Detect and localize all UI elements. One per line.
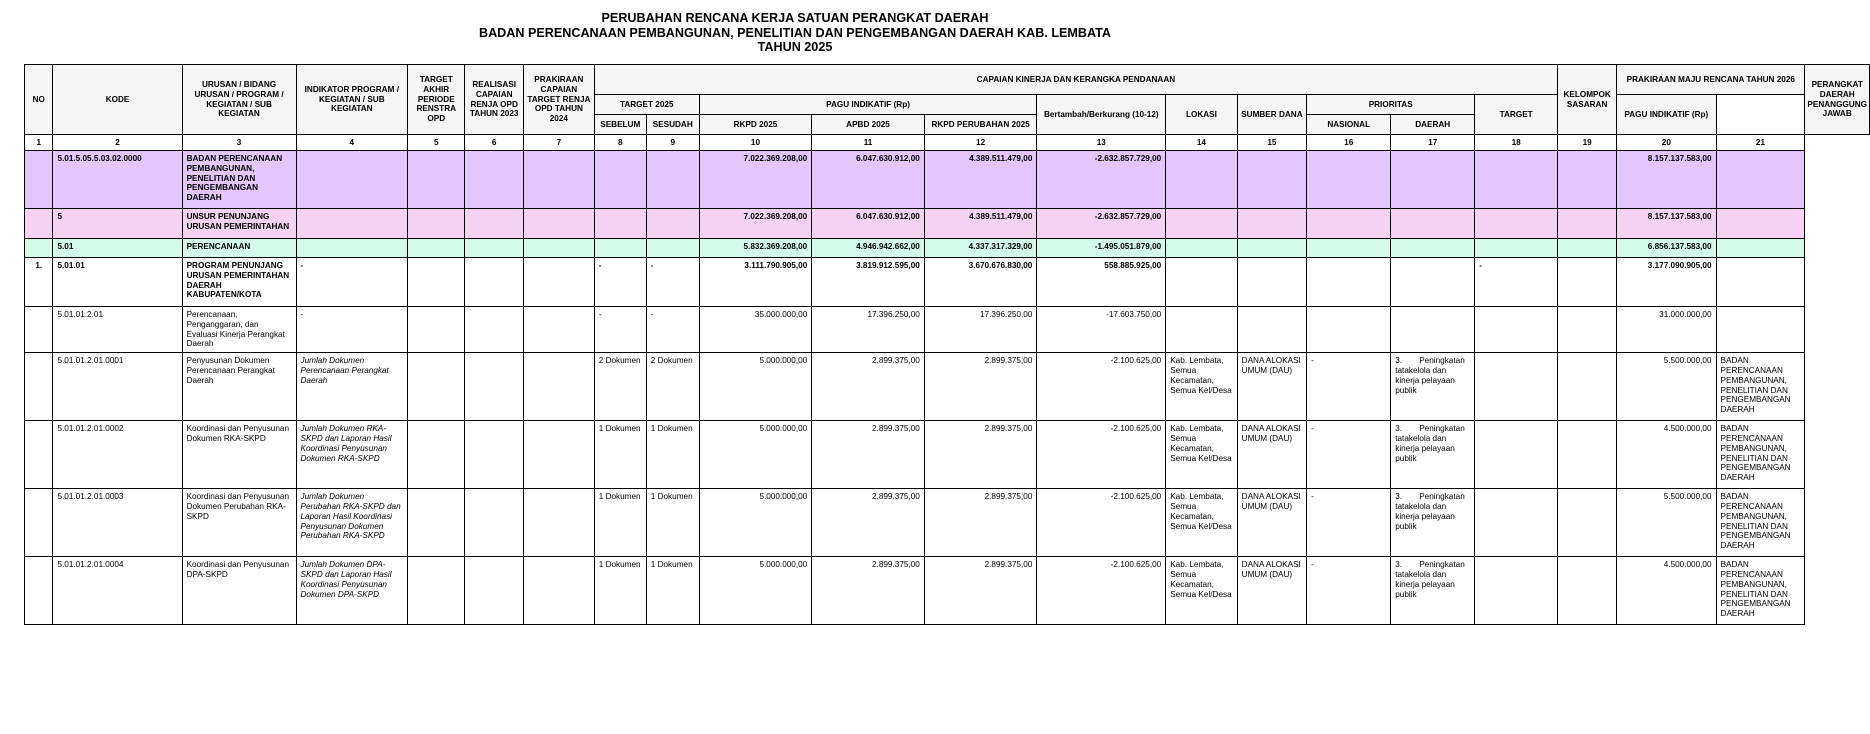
title-line-1: PERUBAHAN RENCANA KERJA SATUAN PERANGKAT DAERAH [601,11,989,25]
cell-perangkat [1716,307,1805,353]
cell-no [25,421,53,489]
table-row [25,307,1870,353]
cell-target-2026 [1558,489,1617,557]
prioritas-daerah-text: Peningkatan tatakelola dan kinerja pelayaan publik [1395,492,1465,531]
cell-no [25,239,53,258]
header-rkpd-perubahan: RKPD PERUBAHAN 2025 [924,115,1037,135]
cell-perangkat [1716,209,1805,239]
cell-daerah [1391,151,1475,209]
cell-nasional: - [1307,489,1391,557]
cell-sesudah [646,151,699,209]
cell-target-2026 [1558,353,1617,421]
cell-sebelum: - [594,258,646,307]
cell-sumber-dana [1237,209,1307,239]
cell-bertambah: -1.495.051.879,00 [1037,239,1166,258]
cell-rkpd-perubahan: 3.670.676.830,00 [924,258,1037,307]
column-number-cell: 13 [1037,135,1166,151]
cell-sumber-dana: DANA ALOKASI UMUM (DAU) [1237,489,1307,557]
cell-rkpd: 5.000.000,00 [699,557,812,625]
cell-bertambah: -2.632.857.729,00 [1037,151,1166,209]
renja-table [24,64,1870,625]
column-number-cell: 11 [812,135,925,151]
cell-perangkat: BADAN PERENCANAAN PEMBANGUNAN, PENELITIAN DAN PENGEMBANGAN DAERAH [1716,353,1805,421]
header-urusan: URUSAN / BIDANG URUSAN / PROGRAM / KEGIATAN / SUB KEGIATAN [182,65,296,135]
table-row [25,489,1870,557]
header-indikator: INDIKATOR PROGRAM / KEGIATAN / SUB KEGIATAN [296,65,408,135]
cell-no [25,557,53,625]
column-number-cell: 14 [1166,135,1237,151]
column-number-row [25,135,1870,151]
cell-kode: 5.01.01.2.01.0001 [53,353,182,421]
column-number-cell: 8 [594,135,646,151]
header-prakiraan-capaian: PRAKIRAAN CAPAIAN TARGET RENJA OPD TAHUN 2024 [524,65,595,135]
cell-lokasi [1166,239,1237,258]
cell-indikator: Jumlah Dokumen Perubahan RKA-SKPD dan Laporan Hasil Koordinasi Penyusunan Dokumen Perubahan RKA-SKPD [296,489,408,557]
cell-kelompok [1475,307,1558,353]
cell-realisasi [465,557,524,625]
table-row [25,209,1870,239]
cell-prakiraan [524,209,595,239]
cell-pagu-2026: 8.157.137.583,00 [1617,151,1716,209]
header-perangkat-daerah: PERANGKAT DAERAH PENANGGUNG JAWAB [1805,65,1870,135]
cell-lokasi: Kab. Lembata, Semua Kecamatan, Semua Kel/Desa [1166,421,1237,489]
cell-apbd: 2.899.375,00 [812,353,925,421]
cell-daerah [1391,353,1475,421]
cell-nasional: - [1307,353,1391,421]
table-row [25,239,1870,258]
column-number-cell: 5 [408,135,465,151]
cell-apbd: 17.396.250,00 [812,307,925,353]
cell-lokasi: Kab. Lembata, Semua Kecamatan, Semua Kel/Desa [1166,489,1237,557]
cell-sebelum: - [594,307,646,353]
cell-sumber-dana [1237,151,1307,209]
cell-apbd: 2.899.375,00 [812,421,925,489]
cell-prakiraan [524,353,595,421]
column-number-cell: 12 [924,135,1037,151]
cell-prakiraan [524,151,595,209]
table-row [25,258,1870,307]
cell-perangkat [1716,258,1805,307]
column-number-cell: 4 [296,135,408,151]
cell-sumber-dana [1237,239,1307,258]
cell-perangkat: BADAN PERENCANAAN PEMBANGUNAN, PENELITIAN DAN PENGEMBANGAN DAERAH [1716,557,1805,625]
cell-rkpd: 5.000.000,00 [699,489,812,557]
prioritas-daerah-text: Peningkatan tatakelola dan kinerja pelayaan publik [1395,560,1465,599]
cell-kode: 5.01 [53,239,182,258]
cell-apbd: 4.946.942.662,00 [812,239,925,258]
header-target-2025: TARGET 2025 [594,95,699,115]
cell-sesudah [646,239,699,258]
header-realisasi: REALISASI CAPAIAN RENJA OPD TAHUN 2023 [465,65,524,135]
cell-daerah [1391,239,1475,258]
cell-rkpd-perubahan: 2.899.375,00 [924,353,1037,421]
cell-rkpd: 5.832.369.208,00 [699,239,812,258]
cell-uraian: Penyusunan Dokumen Perencanaan Perangkat Daerah [182,353,296,421]
cell-bertambah: -2.632.857.729,00 [1037,209,1166,239]
cell-indikator: Jumlah Dokumen Perencanaan Perangkat Daerah [296,353,408,421]
cell-indikator: Jumlah Dokumen DPA-SKPD dan Laporan Hasil Koordinasi Penyusunan Dokumen DPA-SKPD [296,557,408,625]
cell-rkpd: 35.000.000,00 [699,307,812,353]
cell-target-2026 [1558,151,1617,209]
header-target: TARGET [1475,95,1558,135]
cell-target-akhir [408,489,465,557]
cell-nasional: - [1307,557,1391,625]
cell-no: 1. [25,258,53,307]
cell-indikator [296,151,408,209]
table-row [25,421,1870,489]
cell-target-2026 [1558,421,1617,489]
cell-kelompok [1475,557,1558,625]
cell-kelompok [1475,489,1558,557]
cell-target-2026 [1558,307,1617,353]
cell-nasional [1307,307,1391,353]
table-header [25,65,1870,135]
cell-indikator: Jumlah Dokumen RKA-SKPD dan Laporan Hasil Koordinasi Penyusunan Dokumen RKA-SKPD [296,421,408,489]
cell-perangkat [1716,151,1805,209]
cell-kode: 5.01.01.2.01 [53,307,182,353]
cell-realisasi [465,151,524,209]
cell-perangkat [1716,239,1805,258]
cell-indikator: - [296,258,408,307]
cell-no [25,489,53,557]
cell-sesudah: 2 Dokumen [646,353,699,421]
table-row [25,557,1870,625]
cell-rkpd: 7.022.369.208,00 [699,151,812,209]
cell-rkpd-perubahan: 2.899.375,00 [924,557,1037,625]
cell-sebelum: 2 Dokumen [594,353,646,421]
cell-daerah [1391,489,1475,557]
cell-no [25,353,53,421]
cell-kode: 5.01.01 [53,258,182,307]
header-target-akhir: TARGET AKHIR PERIODE RENSTRA OPD [408,65,465,135]
header-nasional: NASIONAL [1307,115,1391,135]
cell-rkpd-perubahan: 2.899.375,00 [924,489,1037,557]
cell-target-akhir [408,307,465,353]
prioritas-daerah-number: 3. [1395,424,1403,434]
cell-prakiraan [524,421,595,489]
cell-indikator: - [296,307,408,353]
cell-sebelum [594,151,646,209]
cell-realisasi [465,258,524,307]
cell-nasional [1307,258,1391,307]
column-number-cell: 19 [1558,135,1617,151]
column-number-cell: 18 [1475,135,1558,151]
document-title [0,11,1590,55]
prioritas-daerah-text: Peningkatan tatakelola dan kinerja pelayaan publik [1395,424,1465,463]
cell-lokasi [1166,307,1237,353]
cell-pagu-2026: 31.000.000,00 [1617,307,1716,353]
cell-rkpd-perubahan: 4.337.317.329,00 [924,239,1037,258]
cell-lokasi: Kab. Lembata, Semua Kecamatan, Semua Kel/Desa [1166,353,1237,421]
cell-kode: 5.01.01.2.01.0003 [53,489,182,557]
cell-target-akhir [408,421,465,489]
cell-apbd: 2.899.375,00 [812,557,925,625]
cell-daerah [1391,209,1475,239]
cell-kelompok [1475,151,1558,209]
cell-daerah [1391,258,1475,307]
cell-sesudah [646,209,699,239]
cell-uraian: Koordinasi dan Penyusunan DPA-SKPD [182,557,296,625]
cell-sebelum: 1 Dokumen [594,489,646,557]
header-pagu-indikatif: PAGU INDIKATIF (Rp) [699,95,1037,115]
cell-prakiraan [524,258,595,307]
cell-no [25,209,53,239]
cell-sesudah: - [646,307,699,353]
cell-daerah [1391,557,1475,625]
column-number-cell: 2 [53,135,182,151]
header-apbd-2025: APBD 2025 [812,115,925,135]
column-number-cell: 7 [524,135,595,151]
cell-prakiraan [524,557,595,625]
cell-realisasi [465,239,524,258]
cell-target-akhir [408,353,465,421]
cell-bertambah: -17.603.750,00 [1037,307,1166,353]
prioritas-daerah-number: 3. [1395,492,1403,502]
column-number-cell: 10 [699,135,812,151]
cell-sumber-dana: DANA ALOKASI UMUM (DAU) [1237,421,1307,489]
title-line-2: BADAN PERENCANAAN PEMBANGUNAN, PENELITIAN DAN PENGEMBANGAN DAERAH KAB. LEMBATA [478,25,1112,40]
cell-kode: 5.01.01.2.01.0002 [53,421,182,489]
cell-uraian: Perencanaan, Penganggaran, dan Evaluasi Kinerja Perangkat Daerah [182,307,296,353]
cell-kode: 5.01.01.2.01.0004 [53,557,182,625]
cell-target-2026 [1558,557,1617,625]
cell-uraian: PERENCANAAN [182,239,296,258]
header-kelompok-sasaran: KELOMPOK SASARAN [1558,65,1617,135]
cell-target-2026 [1558,209,1617,239]
cell-sebelum: 1 Dokumen [594,557,646,625]
cell-sesudah: 1 Dokumen [646,489,699,557]
cell-no [25,151,53,209]
cell-target-akhir [408,209,465,239]
cell-rkpd-perubahan: 4.389.511.479,00 [924,151,1037,209]
cell-sebelum [594,209,646,239]
cell-kelompok: - [1475,258,1558,307]
prioritas-daerah-number: 3. [1395,356,1403,366]
cell-indikator [296,209,408,239]
cell-target-2026 [1558,258,1617,307]
header-capaian-kinerja: CAPAIAN KINERJA DAN KERANGKA PENDANAAN [594,65,1557,95]
cell-realisasi [465,489,524,557]
column-number-cell: 17 [1391,135,1475,151]
header-pagu-2026: PAGU INDIKATIF (Rp) [1617,95,1716,135]
cell-nasional: - [1307,421,1391,489]
cell-kode: 5.01.5.05.5.03.02.0000 [53,151,182,209]
title-line-3: TAHUN 2025 [757,40,833,54]
cell-pagu-2026: 6.856.137.583,00 [1617,239,1716,258]
cell-realisasi [465,421,524,489]
cell-bertambah: -2.100.625,00 [1037,557,1166,625]
cell-target-2026 [1558,239,1617,258]
column-number-cell: 6 [465,135,524,151]
cell-kode: 5 [53,209,182,239]
cell-rkpd-perubahan: 17.396.250,00 [924,307,1037,353]
column-number-cell: 9 [646,135,699,151]
cell-kelompok [1475,209,1558,239]
cell-bertambah: -2.100.625,00 [1037,353,1166,421]
cell-uraian: Koordinasi dan Penyusunan Dokumen Perubahan RKA-SKPD [182,489,296,557]
column-number-cell: 1 [25,135,53,151]
prioritas-daerah-text: Peningkatan tatakelola dan kinerja pelayaan publik [1395,356,1465,395]
cell-prakiraan [524,489,595,557]
cell-prakiraan [524,239,595,258]
cell-daerah [1391,421,1475,489]
table-row [25,353,1870,421]
cell-bertambah: 558.885.925,00 [1037,258,1166,307]
cell-uraian: BADAN PERENCANAAN PEMBANGUNAN, PENELITIAN DAN PENGEMBANGAN DAERAH [182,151,296,209]
cell-sesudah: 1 Dokumen [646,557,699,625]
cell-rkpd-perubahan: 2.899.375,00 [924,421,1037,489]
cell-prakiraan [524,307,595,353]
header-sesudah: SESUDAH [646,115,699,135]
cell-kelompok [1475,239,1558,258]
header-sumber-dana: SUMBER DANA [1237,95,1307,135]
table-row [25,151,1870,209]
header-daerah: DAERAH [1391,115,1475,135]
cell-apbd: 2.899.375,00 [812,489,925,557]
cell-apbd: 3.819.912.595,00 [812,258,925,307]
cell-apbd: 6.047.630.912,00 [812,209,925,239]
cell-bertambah: -2.100.625,00 [1037,421,1166,489]
cell-sumber-dana: DANA ALOKASI UMUM (DAU) [1237,353,1307,421]
column-number-cell: 21 [1716,135,1805,151]
table-body [25,135,1870,625]
cell-rkpd: 5.000.000,00 [699,421,812,489]
cell-realisasi [465,353,524,421]
cell-uraian: PROGRAM PENUNJANG URUSAN PEMERINTAHAN DAERAH KABUPATEN/KOTA [182,258,296,307]
header-sebelum: SEBELUM [594,115,646,135]
cell-lokasi [1166,258,1237,307]
cell-realisasi [465,307,524,353]
cell-pagu-2026: 5.500.000,00 [1617,489,1716,557]
cell-nasional [1307,151,1391,209]
header-prakiraan-maju: PRAKIRAAN MAJU RENCANA TAHUN 2026 [1617,65,1805,95]
header-rkpd-2025: RKPD 2025 [699,115,812,135]
cell-perangkat: BADAN PERENCANAAN PEMBANGUNAN, PENELITIAN DAN PENGEMBANGAN DAERAH [1716,489,1805,557]
column-number-cell: 3 [182,135,296,151]
cell-pagu-2026: 8.157.137.583,00 [1617,209,1716,239]
cell-sumber-dana [1237,258,1307,307]
header-no: NO [25,65,53,135]
cell-target-akhir [408,151,465,209]
cell-kelompok [1475,421,1558,489]
cell-indikator [296,239,408,258]
cell-sebelum [594,239,646,258]
cell-uraian: Koordinasi dan Penyusunan Dokumen RKA-SKPD [182,421,296,489]
cell-target-akhir [408,557,465,625]
cell-lokasi [1166,209,1237,239]
cell-sesudah: 1 Dokumen [646,421,699,489]
cell-pagu-2026: 5.500.000,00 [1617,353,1716,421]
cell-pagu-2026: 3.177.090.905,00 [1617,258,1716,307]
cell-rkpd-perubahan: 4.389.511.479,00 [924,209,1037,239]
cell-target-akhir [408,258,465,307]
header-lokasi: LOKASI [1166,95,1237,135]
cell-target-akhir [408,239,465,258]
cell-kelompok [1475,353,1558,421]
cell-no [25,307,53,353]
cell-realisasi [465,209,524,239]
cell-rkpd: 7.022.369.208,00 [699,209,812,239]
cell-bertambah: -2.100.625,00 [1037,489,1166,557]
cell-rkpd: 5.000.000,00 [699,353,812,421]
cell-pagu-2026: 4.500.000,00 [1617,557,1716,625]
cell-pagu-2026: 4.500.000,00 [1617,421,1716,489]
cell-daerah [1391,307,1475,353]
cell-sebelum: 1 Dokumen [594,421,646,489]
cell-nasional [1307,209,1391,239]
cell-sesudah: - [646,258,699,307]
cell-sumber-dana: DANA ALOKASI UMUM (DAU) [1237,557,1307,625]
header-bertambah: Bertambah/Berkurang (10-12) [1037,95,1166,135]
column-number-cell: 15 [1237,135,1307,151]
prioritas-daerah-number: 3. [1395,560,1403,570]
cell-perangkat: BADAN PERENCANAAN PEMBANGUNAN, PENELITIAN DAN PENGEMBANGAN DAERAH [1716,421,1805,489]
cell-sumber-dana [1237,307,1307,353]
column-number-cell: 16 [1307,135,1391,151]
cell-lokasi [1166,151,1237,209]
cell-apbd: 6.047.630.912,00 [812,151,925,209]
cell-lokasi: Kab. Lembata, Semua Kecamatan, Semua Kel/Desa [1166,557,1237,625]
cell-rkpd: 3.111.790.905,00 [699,258,812,307]
cell-nasional [1307,239,1391,258]
header-prioritas: PRIORITAS [1307,95,1475,115]
header-kode: KODE [53,65,182,135]
column-number-cell: 20 [1617,135,1716,151]
cell-uraian: UNSUR PENUNJANG URUSAN PEMERINTAHAN [182,209,296,239]
